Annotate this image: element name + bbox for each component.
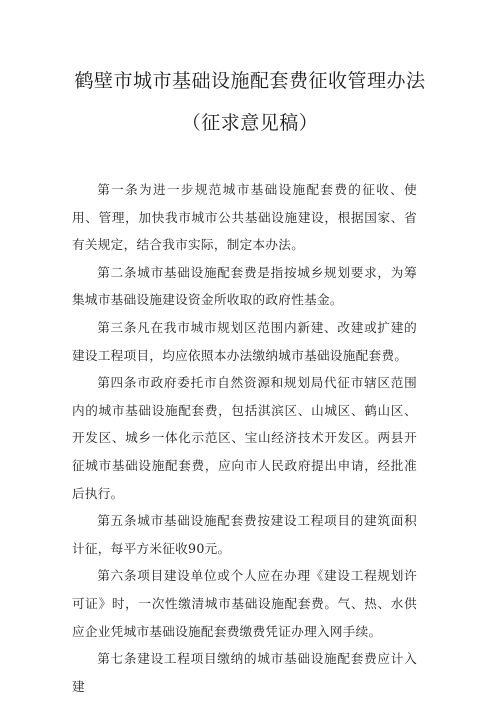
article-5-paragraph: 第五条城市基础设施配套费按建设工程项目的建筑面积计征，每平方米征收90元。 bbox=[72, 513, 417, 556]
article-3-paragraph: 第三条凡在我市城市规划区范围内新建、改建或扩建的建设工程项目，均应依照本办法缴纳城市基础设施配套费。 bbox=[72, 319, 417, 363]
article-7-paragraph: 第七条建设工程项目缴纳的城市基础设施配套费应计入建 bbox=[72, 651, 417, 694]
article-1-paragraph: 第一条为进一步规范城市基础设施配套费的征收、使用、管理，加快我市城市公共基础设施建设，根据国家、省有关规定，结合我市实际，制定本办法。 bbox=[72, 182, 417, 253]
document-subtitle: （征求意见稿） bbox=[181, 112, 319, 134]
document-body bbox=[72, 176, 417, 700]
article-2-paragraph: 第二条城市基础设施配套费是指按城乡规划要求，为筹集城市基础设施建设资金所收取的政府性基金。 bbox=[72, 264, 417, 308]
article-6-paragraph: 第六条项目建设单位或个人应在办理《建设工程规划许可证》时，一次性缴清城市基础设施配套费。气、热、水供应企业凭城市基础设施配套费缴费凭证办理入网手续。 bbox=[72, 568, 417, 639]
document-title: 鹤壁市城市基础设施配套费征收管理办法 bbox=[74, 70, 426, 92]
article-4-paragraph: 第四条市政府委托市自然资源和规划局代征市辖区范围内的城市基础设施配套费，包括淇滨区、山城区、鹤山区、开发区、城乡一体化示范区、宝山经济技术开发区。两县开征城市基础设施配套费，应向市人民政府提出申请，经批准后执行。 bbox=[72, 375, 417, 501]
